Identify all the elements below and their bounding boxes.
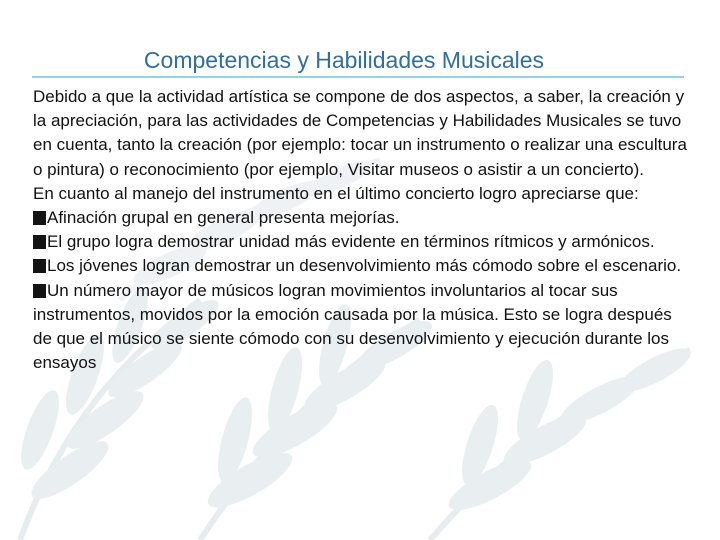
bullet-item — [33, 230, 695, 254]
bullet-item — [33, 206, 695, 230]
bullet-text: Los jóvenes logran demostrar un desenvolvimiento más cómodo sobre el escenario. — [47, 256, 682, 276]
slide-title: Competencias y Habilidades Musicales — [143, 47, 545, 73]
bullet-text: El grupo logra demostrar unidad más evidente en términos rítmicos y armónicos. — [47, 232, 655, 252]
bullet-glyph-icon — [33, 211, 46, 225]
bullet-item — [33, 279, 695, 376]
bullet-glyph-icon — [33, 259, 46, 273]
context-paragraph: En cuanto al manejo del instrumento en el último concierto logro apreciarse que: — [33, 183, 639, 203]
bullet-text: Afinación grupal en general presenta mejorías. — [47, 208, 400, 228]
bullet-glyph-icon — [33, 235, 46, 249]
bullet-glyph-icon — [33, 284, 46, 298]
intro-paragraph: Debido a que la actividad artística se compone de dos aspectos, a saber, la creación y la apreciación, para las actividades de Competencias y Habilidades Musicales se tuvo en cuenta, tanto la creación (por ejemplo: tocar un instrumento o realizar una escultura o pintura) o reconocimiento (por ejemplo, Visitar museos o asistir a un concierto). — [33, 87, 687, 179]
title-divider — [32, 76, 684, 78]
bullet-item — [33, 254, 695, 278]
bullet-text: Un número mayor de músicos logran movimientos involuntarios al tocar sus instrumentos, movidos por la emoción causada por la música. Esto se logra después de que el músico se siente cómodo con su desenvolvimiento y ejecución durante los ensayos — [33, 280, 672, 373]
slide-body — [33, 85, 695, 375]
